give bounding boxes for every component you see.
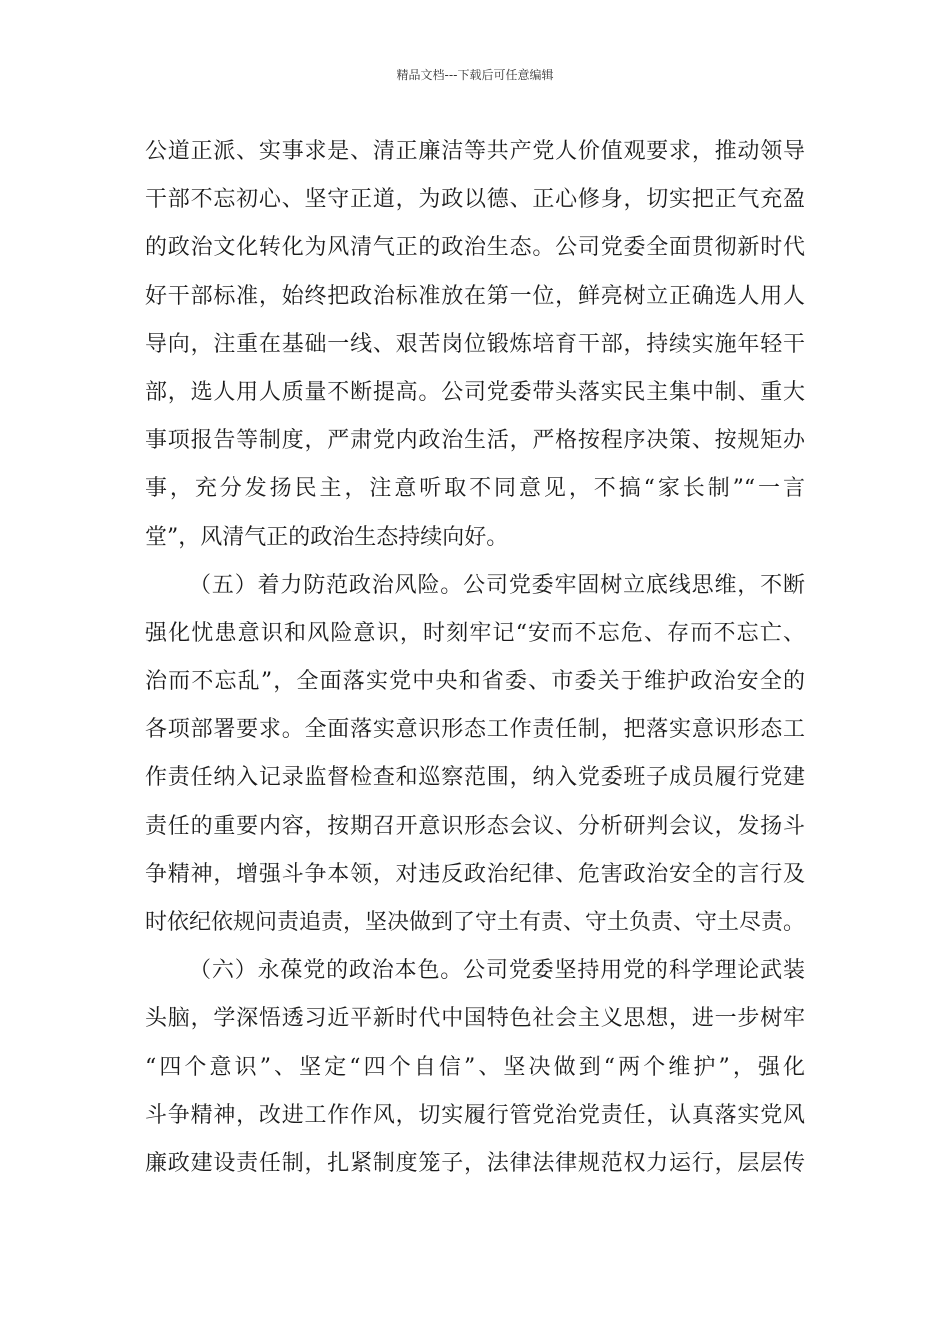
text-line: 导向，注重在基础一线、艰苦岗位锻炼培育干部，持续实施年轻干 [145,331,805,357]
paragraph-section-6 [145,947,805,1188]
text-line: 头脑，学深悟透习近平新时代中国特色社会主义思想，进一步树牢 [145,1006,805,1032]
text-line: 事项报告等制度，严肃党内政治生活，严格按程序决策、按规矩办 [145,428,805,454]
text-line: 作责任纳入记录监督检查和巡察范围，纳入党委班子成员履行党建 [145,765,805,791]
text-line: 强化忧患意识和风险意识，时刻牢记“安而不忘危、存而不忘亡、 [145,620,805,646]
paragraph-section-5 [145,562,805,948]
text-line: 各项部署要求。全面落实意识形态工作责任制，把落实意识形态工 [145,717,805,743]
text-line: 廉政建设责任制，扎紧制度笼子，法律法律规范权力运行，层层传 [145,1150,805,1176]
text-line: 堂”，风清气正的政治生态持续向好。 [145,524,509,550]
text-line: 责任的重要内容，按期召开意识形态会议、分析研判会议，发扬斗 [145,813,805,839]
text-line: 的政治文化转化为风清气正的政治生态。公司党委全面贯彻新时代 [145,235,805,261]
text-line: 事，充分发扬民主，注意听取不同意见，不搞“家长制”“一言 [145,476,805,502]
text-line: “四个意识”、坚定“四个自信”、坚决做到“两个维护”，强化 [145,1054,805,1080]
text-line: 治而不忘乱”，全面落实党中央和省委、市委关于维护政治安全的 [145,669,805,695]
text-line: 争精神，增强斗争本领，对违反政治纪律、危害政治安全的言行及 [145,861,805,887]
text-line: （六）永葆党的政治本色。公司党委坚持用党的科学理论武装 [189,958,805,984]
text-line: （五）着力防范政治风险。公司党委牢固树立底线思维，不断 [189,572,805,598]
document-body [145,128,805,1188]
text-line: 斗争精神，改进工作作风，切实履行管党治党责任，认真落实党风 [145,1102,805,1128]
text-line: 干部不忘初心、坚守正道，为政以德、正心修身，切实把正气充盈 [145,187,805,213]
paragraph-continuation [145,128,805,562]
page-header: 精品文档---下载后可任意编辑 [396,68,554,82]
text-line: 好干部标准，始终把政治标准放在第一位，鲜亮树立正确选人用人 [145,283,805,309]
text-line: 时依纪依规问责追责，坚决做到了守土有责、守土负责、守土尽责。 [145,910,806,935]
text-line: 公道正派、实事求是、清正廉洁等共产党人价值观要求，推动领导 [145,139,805,164]
text-line: 部，选人用人质量不断提高。公司党委带头落实民主集中制、重大 [145,379,805,405]
